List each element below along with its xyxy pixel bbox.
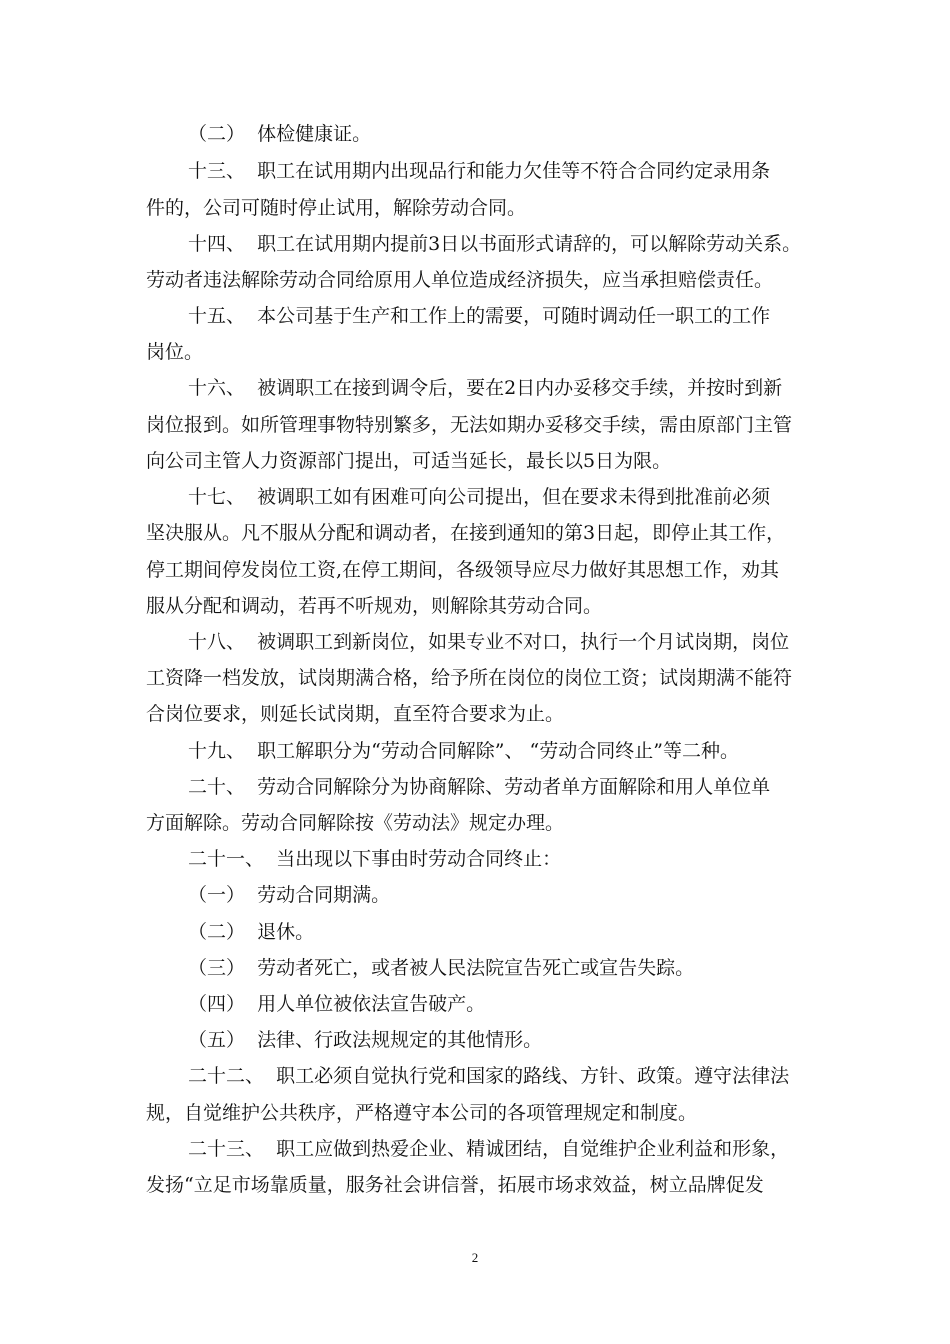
text-line: 向公司主管人力资源部门提出，可适当延长，最长以5日为限。 [146, 450, 672, 472]
text-line: 十八、 被调职工到新岗位，如果专业不对口，执行一个月试岗期，岗位 [188, 631, 790, 653]
text-line: 二十三、 职工应做到热爱企业、精诚团结，自觉维护企业利益和形象， [188, 1138, 790, 1160]
text-line: 岗位。 [146, 341, 204, 363]
text-line: 十五、 本公司基于生产和工作上的需要，可随时调动任一职工的工作 [188, 305, 771, 327]
text-line: 合岗位要求，则延长试岗期，直至符合要求为止。 [146, 703, 565, 725]
text-line: 二十一、 当出现以下事由时劳动合同终止： [188, 848, 562, 870]
text-line: 岗位报到。如所管理事物特别繁多，无法如期办妥移交手续，需由原部门主管 [146, 414, 793, 436]
text-line: 十九、 职工解职分为“劳动合同解除”、 “劳动合同终止”等二种。 [188, 740, 739, 762]
text-line: 劳动者违法解除劳动合同给原用人单位造成经济损失，应当承担赔偿责任。 [146, 269, 774, 291]
text-line: 十三、 职工在试用期内出现品行和能力欠佳等不符合合同约定录用条 [188, 160, 771, 182]
text-line: 服从分配和调动，若再不听规劝，则解除其劳动合同。 [146, 595, 603, 617]
text-line: 停工期间停发岗位工资,在停工期间，各级领导应尽力做好其思想工作，劝其 [146, 559, 780, 581]
text-line: （二） 体检健康证。 [188, 123, 372, 145]
text-line: 十六、 被调职工在接到调令后，要在2日内办妥移交手续，并按时到新 [188, 377, 783, 399]
text-line: 规，自觉维护公共秩序，严格遵守本公司的各项管理规定和制度。 [146, 1102, 698, 1124]
text-line: 二十二、 职工必须自觉执行党和国家的路线、方针、政策。遵守法律法 [188, 1065, 790, 1087]
page-number: 2 [471, 1250, 479, 1265]
text-line: 件的，公司可随时停止试用，解除劳动合同。 [146, 197, 527, 219]
text-line: 坚决服从。凡不服从分配和调动者，在接到通知的第3日起，即停止其工作， [146, 522, 786, 544]
text-line: （二） 退休。 [188, 921, 315, 943]
text-line: 十七、 被调职工如有困难可向公司提出，但在要求未得到批准前必须 [188, 486, 771, 508]
text-line: 方面解除。劳动合同解除按《劳动法》规定办理。 [146, 812, 565, 834]
text-line: （四） 用人单位被依法宣告破产。 [188, 993, 486, 1015]
text-line: 工资降一档发放，试岗期满合格，给予所在岗位的岗位工资；试岗期满不能符 [146, 667, 793, 689]
text-line: 二十、 劳动合同解除分为协商解除、劳动者单方面解除和用人单位单 [188, 776, 771, 798]
text-line: 发扬“立足市场靠质量，服务社会讲信誉，拓展市场求效益，树立品牌促发 [146, 1174, 764, 1196]
text-line: （五） 法律、行政法规规定的其他情形。 [188, 1029, 543, 1051]
text-line: （三） 劳动者死亡，或者被人民法院宣告死亡或宣告失踪。 [188, 957, 695, 979]
text-line: 十四、 职工在试用期内提前3日以书面形式请辞的，可以解除劳动关系。 [188, 233, 802, 255]
text-line: （一） 劳动合同期满。 [188, 884, 391, 906]
